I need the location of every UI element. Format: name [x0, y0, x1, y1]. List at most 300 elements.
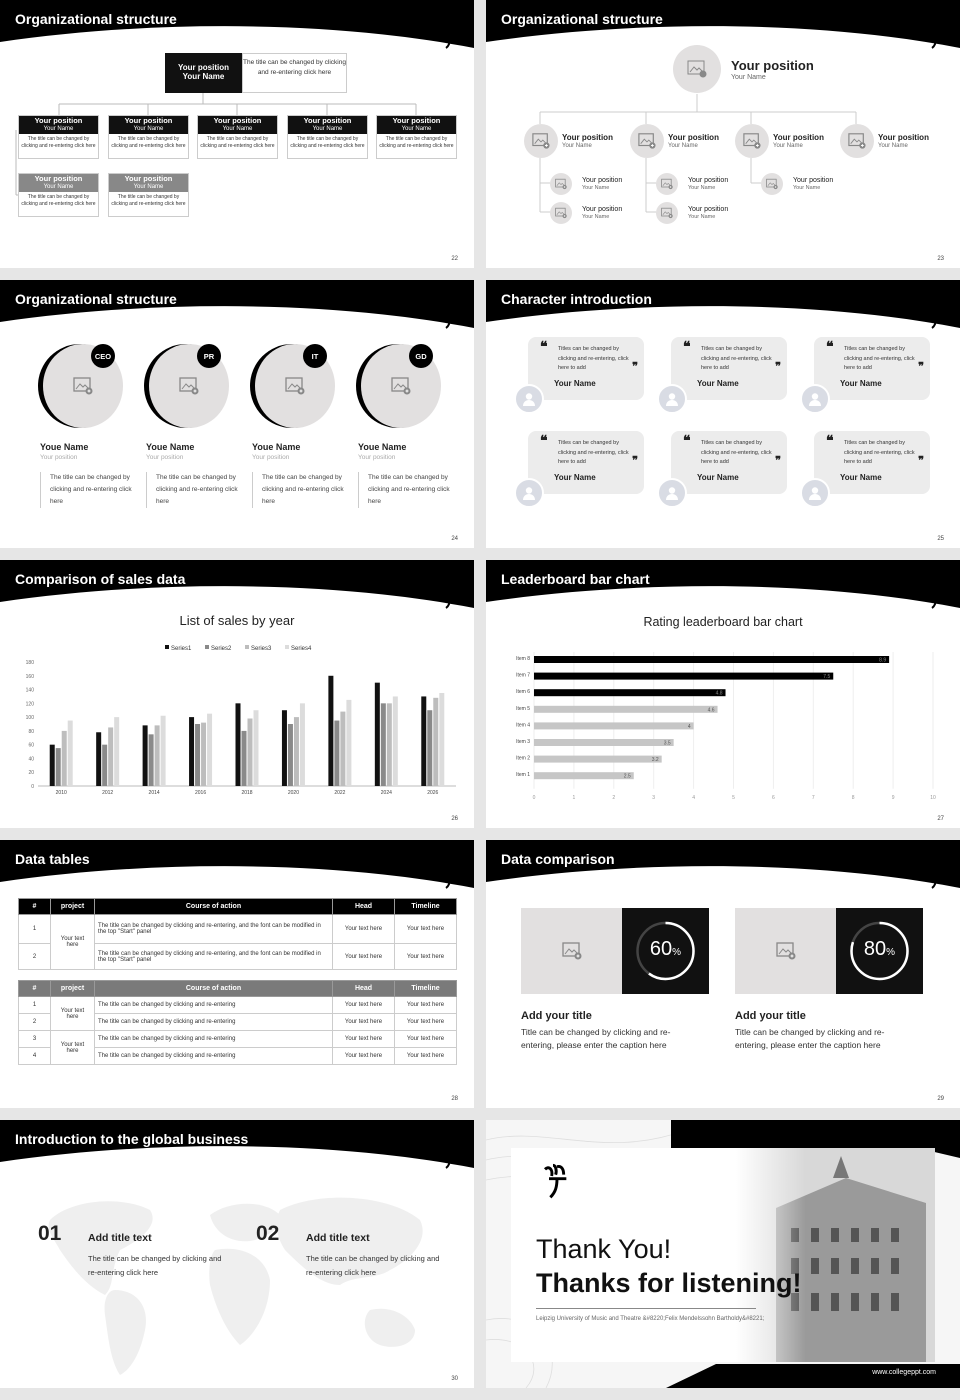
- quote-close-icon: ❞: [918, 455, 924, 467]
- table-cell: Your text here: [395, 1014, 457, 1031]
- quote-open-icon: ❝: [826, 338, 834, 354]
- node-name: Your Name: [668, 143, 698, 149]
- item-title: Add title text: [88, 1232, 152, 1244]
- bar-series4-2020: [300, 703, 305, 786]
- data-table-2: [18, 980, 457, 1065]
- person-position: Your position: [252, 454, 290, 461]
- col-header: Head: [333, 899, 395, 915]
- person-description: The title can be changed by clicking and re-entering click here: [146, 472, 238, 508]
- progress-value: [836, 938, 923, 961]
- sales-bar-chart: [0, 638, 474, 808]
- bar-series1-2014: [143, 725, 148, 786]
- bar-series4-2024: [393, 696, 398, 786]
- bar-series2-2018: [242, 731, 247, 786]
- bar-series1-2018: [236, 703, 241, 786]
- slide-27: [486, 560, 960, 828]
- col-header: project: [51, 981, 95, 997]
- card-position: Your position: [124, 116, 173, 125]
- col-header: Timeline: [395, 899, 457, 915]
- caption: Leipzig University of Music and Theatre &#8220;Felix Mendelssohn Bartholdy&#8221;: [536, 1316, 765, 1322]
- slide-title: Leaderboard bar chart: [501, 571, 650, 587]
- card-name: Your Name: [43, 126, 74, 132]
- org-card-header: [109, 116, 188, 134]
- website-link[interactable]: www.collegeppt.com: [872, 1369, 936, 1376]
- person-description: The title can be changed by clicking and re-entering click here: [252, 472, 344, 508]
- image-placeholder-icon[interactable]: [673, 45, 721, 93]
- character-name: Your Name: [697, 473, 739, 482]
- bar-series1-2016: [189, 717, 194, 786]
- character-card[interactable]: [671, 431, 787, 494]
- character-card[interactable]: [528, 431, 644, 494]
- card-description: The title can be changed by clicking and re-entering click here: [111, 136, 186, 149]
- bar-value-label: 7.5: [823, 674, 831, 681]
- world-map-icon: [30, 1180, 450, 1380]
- card-description: The title can be changed by clicking and re-entering click here: [21, 136, 96, 149]
- bar-series3-2016: [201, 723, 206, 786]
- card-description: The title can be changed by clicking and re-entering click here: [290, 136, 365, 149]
- x-tick-label: 3: [652, 794, 656, 801]
- card-description: The title can be changed by clicking and re-entering click here: [111, 194, 186, 207]
- bar-item-6: [534, 689, 726, 696]
- node-name: Your Name: [773, 143, 803, 149]
- bar-series3-2012: [108, 727, 113, 786]
- avatar-icon: [800, 478, 830, 508]
- org-card[interactable]: [197, 115, 278, 159]
- table-cell: 2: [19, 944, 51, 970]
- y-tick-label: 0: [31, 784, 34, 790]
- card-position: Your position: [34, 174, 83, 183]
- character-quote: Titles can be changed by clicking and re-entering, click here to add: [701, 440, 772, 465]
- category-label: Item 7: [516, 672, 530, 679]
- card-position: Your position: [124, 174, 173, 183]
- node-position: Your position: [562, 133, 613, 142]
- legend-swatch: [205, 645, 209, 649]
- page-number: 27: [937, 816, 944, 822]
- character-card[interactable]: [814, 431, 930, 494]
- person-position: Your position: [40, 454, 78, 461]
- legend-swatch: [245, 645, 249, 649]
- bar-series3-2010: [62, 731, 67, 786]
- item-number: 01: [38, 1222, 62, 1245]
- node-position: Your position: [878, 133, 929, 142]
- node-name: Your Name: [688, 185, 716, 191]
- page-number: 28: [451, 1096, 458, 1102]
- page-number: 22: [451, 256, 458, 262]
- org-card[interactable]: [376, 115, 457, 159]
- item-description: The title can be changed by clicking and re-entering click here: [306, 1254, 440, 1277]
- quote-close-icon: ❞: [632, 455, 638, 467]
- x-tick-label: 2010: [55, 790, 67, 796]
- node-name: Your Name: [562, 143, 592, 149]
- bar-value-label: 4.6: [707, 707, 715, 714]
- role-badge: GD: [409, 344, 433, 368]
- image-placeholder-icon[interactable]: [656, 202, 678, 224]
- avatar-icon: [657, 478, 687, 508]
- top-position: Your position: [731, 58, 814, 73]
- bar-value-label: 3.5: [663, 740, 671, 747]
- quote-open-icon: ❝: [540, 338, 548, 354]
- bar-series2-2020: [288, 724, 293, 786]
- card-position: Your position: [34, 116, 83, 125]
- progress-unit: %: [672, 947, 682, 958]
- y-tick-label: 120: [25, 701, 34, 708]
- table-cell: 1: [19, 997, 51, 1014]
- org-card[interactable]: [108, 115, 189, 159]
- col-header: Head: [333, 981, 395, 997]
- col-header: #: [19, 981, 51, 997]
- top-description: The title can be changed by clicking and re-entering click here: [242, 53, 347, 93]
- slide-title: Character introduction: [501, 291, 652, 307]
- category-label: Item 8: [516, 656, 530, 662]
- bar-series2-2012: [102, 745, 107, 786]
- category-label: Item 6: [516, 689, 530, 696]
- legend-swatch: [285, 645, 289, 649]
- table-cell: The title can be changed by clicking and re-entering: [95, 997, 333, 1014]
- person-name: Youe Name: [146, 442, 195, 452]
- card-description: The title can be changed by clicking and re-entering click here: [21, 194, 96, 207]
- table-cell: 1: [19, 915, 51, 944]
- x-tick-label: 2014: [148, 790, 160, 796]
- page-number: 26: [451, 816, 458, 822]
- legend-label: Series1: [171, 646, 192, 652]
- item-number: 02: [256, 1222, 280, 1245]
- item-description: Title can be changed by clicking and re-entering, please enter the caption here: [735, 1027, 885, 1050]
- item-title: Add your title: [735, 1010, 806, 1022]
- org-card-header: [198, 116, 277, 134]
- person-name: Youe Name: [40, 442, 89, 452]
- x-tick-label: 9: [891, 794, 895, 801]
- image-placeholder-icon[interactable]: [524, 124, 558, 158]
- role-badge: PR: [197, 344, 221, 368]
- bar-series3-2020: [294, 717, 299, 786]
- table-cell: Your text here: [395, 944, 457, 970]
- y-tick-label: 160: [25, 673, 34, 680]
- bar-series4-2010: [68, 721, 73, 786]
- node-position: Your position: [793, 177, 834, 184]
- bar-item-3: [534, 739, 674, 746]
- table-cell: The title can be changed by clicking and re-entering: [95, 1014, 333, 1031]
- node-name: Your Name: [688, 214, 716, 220]
- logo-icon: [924, 306, 948, 330]
- bar-item-7: [534, 673, 833, 680]
- person-description: The title can be changed by clicking and re-entering click here: [40, 472, 132, 508]
- logo-icon: [541, 1160, 573, 1200]
- card-position: Your position: [303, 116, 352, 125]
- top-position: Your position: [178, 63, 229, 72]
- table-cell: 3: [19, 1031, 51, 1048]
- bar-series2-2014: [149, 734, 154, 786]
- quote-close-icon: ❞: [775, 455, 781, 467]
- x-tick-label: 2: [612, 794, 616, 801]
- table-cell: Your text here: [395, 1048, 457, 1065]
- node-position: Your position: [582, 177, 623, 184]
- bar-series1-2012: [96, 732, 101, 786]
- x-tick-label: 4: [692, 794, 695, 801]
- logo-icon: [924, 26, 948, 50]
- category-label: Item 3: [516, 739, 530, 745]
- table-cell: Your text here: [333, 1031, 395, 1048]
- page-number: 24: [451, 536, 458, 542]
- character-name: Your Name: [554, 379, 596, 388]
- org-card[interactable]: [18, 173, 99, 217]
- slide-22: [0, 0, 474, 268]
- image-placeholder-icon[interactable]: [521, 908, 622, 994]
- y-tick-label: 80: [28, 728, 34, 735]
- category-label: Item 4: [516, 722, 530, 729]
- item-description: The title can be changed by clicking and re-entering click here: [88, 1254, 222, 1277]
- character-name: Your Name: [697, 379, 739, 388]
- character-quote: Titles can be changed by clicking and re-entering, click here to add: [844, 440, 915, 465]
- org-card-header: [109, 174, 188, 192]
- slide-29: [486, 840, 960, 1108]
- legend-swatch: [165, 645, 169, 649]
- bar-value-label: 4.8: [715, 690, 723, 697]
- table-cell: Your text here: [51, 1031, 95, 1065]
- image-placeholder-icon[interactable]: [550, 173, 572, 195]
- card-name: Your Name: [222, 126, 253, 132]
- card-name: Your Name: [312, 126, 343, 132]
- table-cell: Your text here: [333, 1048, 395, 1065]
- bar-series3-2022: [340, 712, 345, 786]
- org-card[interactable]: [108, 173, 189, 217]
- image-placeholder-icon[interactable]: [735, 908, 836, 994]
- node-name: Your Name: [793, 185, 821, 191]
- role-badge: CEO: [91, 344, 115, 368]
- slide-25: [486, 280, 960, 548]
- org-card-header: [19, 116, 98, 134]
- card-name: Your Name: [43, 184, 74, 190]
- y-tick-label: 140: [25, 687, 34, 694]
- slide-31: [486, 1120, 960, 1388]
- bar-series3-2018: [248, 718, 253, 786]
- table-cell: Your text here: [333, 915, 395, 944]
- bar-item-8: [534, 656, 889, 663]
- bar-value-label: 8.9: [879, 657, 887, 664]
- x-tick-label: 8: [851, 794, 855, 801]
- quote-close-icon: ❞: [632, 361, 638, 373]
- quote-open-icon: ❝: [683, 338, 691, 354]
- legend-label: Series2: [211, 646, 232, 652]
- quote-close-icon: ❞: [775, 361, 781, 373]
- bar-series2-2010: [56, 748, 61, 786]
- slide-title: Comparison of sales data: [15, 571, 186, 587]
- image-placeholder-icon[interactable]: [840, 124, 874, 158]
- logo-icon: [438, 26, 462, 50]
- page-number: 25: [937, 536, 944, 542]
- item-title: Add your title: [521, 1010, 592, 1022]
- character-quote: Titles can be changed by clicking and re-entering, click here to add: [558, 440, 629, 465]
- slide-26: [0, 560, 474, 828]
- bar-series4-2012: [114, 717, 119, 786]
- node-name: Your Name: [582, 185, 610, 191]
- card-position: Your position: [213, 116, 262, 125]
- role-badge: IT: [303, 344, 327, 368]
- y-tick-label: 20: [28, 770, 34, 777]
- slide-30: [0, 1120, 474, 1388]
- node-position: Your position: [582, 206, 623, 213]
- slide-28: [0, 840, 474, 1108]
- x-tick-label: 10: [930, 794, 936, 801]
- slide-title: Data tables: [15, 851, 90, 867]
- x-tick-label: 7: [811, 794, 815, 801]
- slide-24: [0, 280, 474, 548]
- quote-open-icon: ❝: [540, 432, 548, 448]
- data-table-1: [18, 898, 457, 970]
- avatar-icon: [514, 478, 544, 508]
- y-tick-label: 180: [25, 660, 34, 666]
- chart-title: Rating leaderboard bar chart: [643, 615, 803, 629]
- x-tick-label: 1: [572, 794, 576, 801]
- bar-series4-2026: [439, 693, 444, 786]
- org-card-header: [19, 174, 98, 192]
- node-position: Your position: [688, 177, 729, 184]
- table-cell: Your text here: [395, 997, 457, 1014]
- bar-series1-2010: [50, 745, 55, 786]
- person-position: Your position: [358, 454, 396, 461]
- org-card-header: [288, 116, 367, 134]
- quote-open-icon: ❝: [826, 432, 834, 448]
- card-name: Your Name: [401, 126, 432, 132]
- progress-unit: %: [886, 947, 896, 958]
- org-card[interactable]: [18, 115, 99, 159]
- bar-value-label: 4: [687, 723, 691, 730]
- page-number: 29: [937, 1096, 944, 1102]
- col-header: Timeline: [395, 981, 457, 997]
- image-placeholder-icon[interactable]: [630, 124, 664, 158]
- character-name: Your Name: [554, 473, 596, 482]
- category-label: Item 1: [516, 772, 530, 779]
- item-description: Title can be changed by clicking and re-entering, please enter the caption here: [521, 1027, 671, 1050]
- thanks-listening-heading: Thanks for listening!: [536, 1268, 802, 1298]
- col-header: Course of action: [95, 981, 333, 997]
- table-cell: Your text here: [333, 997, 395, 1014]
- category-label: Item 5: [516, 705, 530, 712]
- card-name: Your Name: [133, 184, 164, 190]
- character-quote: Titles can be changed by clicking and re-entering, click here to add: [558, 346, 629, 371]
- col-header: project: [51, 899, 95, 915]
- image-placeholder-icon[interactable]: [656, 173, 678, 195]
- logo-icon: [438, 586, 462, 610]
- leaderboard-bar-chart: [486, 648, 960, 808]
- avatar-icon: [800, 384, 830, 414]
- bar-series3-2014: [155, 725, 160, 786]
- page-number: 23: [937, 256, 944, 262]
- bar-series1-2024: [375, 683, 380, 786]
- thank-you-heading: Thank You!: [536, 1234, 672, 1264]
- slide-title: Organizational structure: [501, 11, 663, 27]
- table-cell: 2: [19, 1014, 51, 1031]
- col-header: Course of action: [95, 899, 333, 915]
- y-tick-label: 40: [28, 756, 34, 763]
- card-description: The title can be changed by clicking and re-entering click here: [200, 136, 275, 149]
- x-tick-label: 2020: [287, 790, 300, 796]
- progress-panel: [836, 908, 923, 994]
- card-position: Your position: [392, 116, 441, 125]
- card-name: Your Name: [133, 126, 164, 132]
- x-tick-label: 2022: [334, 790, 346, 796]
- person-name: Youe Name: [358, 442, 407, 452]
- y-tick-label: 100: [25, 715, 34, 722]
- bar-item-2: [534, 756, 662, 763]
- node-position: Your position: [773, 133, 824, 142]
- image-placeholder-icon[interactable]: [735, 124, 769, 158]
- image-placeholder-icon[interactable]: [761, 173, 783, 195]
- character-name: Your Name: [840, 379, 882, 388]
- bar-series4-2022: [346, 700, 351, 786]
- x-tick-label: 0: [532, 794, 536, 801]
- progress-number: 80: [863, 938, 887, 960]
- bar-series2-2016: [195, 724, 200, 786]
- character-card[interactable]: [814, 337, 930, 400]
- slide-title: Organizational structure: [15, 291, 177, 307]
- character-quote: Titles can be changed by clicking and re-entering, click here to add: [701, 346, 772, 371]
- node-position: Your position: [668, 133, 719, 142]
- item-title: Add title text: [306, 1232, 370, 1244]
- node-name: Your Name: [582, 214, 610, 220]
- character-card[interactable]: [671, 337, 787, 400]
- logo-icon: [438, 866, 462, 890]
- page-number: 30: [451, 1376, 458, 1382]
- logo-icon: [438, 306, 462, 330]
- legend-label: Series3: [251, 646, 272, 652]
- table-cell: 4: [19, 1048, 51, 1065]
- bar-series4-2016: [207, 714, 212, 786]
- x-tick-label: 2012: [102, 790, 114, 796]
- table-cell: Your text here: [395, 1031, 457, 1048]
- bar-series3-2026: [433, 698, 438, 786]
- legend-label: Series4: [291, 646, 312, 652]
- person-position: Your position: [146, 454, 184, 461]
- card-description: The title can be changed by clicking and re-entering click here: [379, 136, 454, 149]
- category-label: Item 2: [516, 755, 530, 762]
- bar-series4-2014: [161, 716, 166, 786]
- building-photo: [736, 1148, 935, 1362]
- chart-legend: [165, 645, 312, 652]
- character-card[interactable]: [528, 337, 644, 400]
- node-position: Your position: [688, 206, 729, 213]
- logo-icon: [438, 1146, 462, 1170]
- bar-series2-2026: [427, 710, 432, 786]
- top-name: Your Name: [731, 74, 766, 81]
- avatar-icon: [514, 384, 544, 414]
- node-name: Your Name: [878, 143, 908, 149]
- x-tick-label: 6: [772, 794, 775, 801]
- logo-icon: [924, 866, 948, 890]
- x-tick-label: 2018: [241, 790, 253, 796]
- y-tick-label: 60: [28, 742, 34, 749]
- quote-open-icon: ❝: [683, 432, 691, 448]
- table-cell: The title can be changed by clicking and re-entering, and the font can be modified in the top "Start" panel: [95, 944, 333, 970]
- logo-icon: [924, 586, 948, 610]
- character-name: Your Name: [840, 473, 882, 482]
- bar-series1-2026: [421, 696, 426, 786]
- table-cell: Your text here: [395, 915, 457, 944]
- bar-series1-2020: [282, 710, 287, 786]
- bar-item-4: [534, 722, 694, 729]
- image-placeholder-icon[interactable]: [550, 202, 572, 224]
- org-card[interactable]: [287, 115, 368, 159]
- slide-23: [486, 0, 960, 268]
- table-cell: The title can be changed by clicking and re-entering: [95, 1048, 333, 1065]
- table-cell: The title can be changed by clicking and re-entering: [95, 1031, 333, 1048]
- bar-series3-2024: [387, 703, 392, 786]
- person-description: The title can be changed by clicking and re-entering click here: [358, 472, 450, 508]
- top-name: Your Name: [182, 72, 225, 81]
- bar-series4-2018: [254, 710, 259, 786]
- table-cell: Your text here: [51, 997, 95, 1031]
- progress-panel: [622, 908, 709, 994]
- table-cell: Your text here: [333, 944, 395, 970]
